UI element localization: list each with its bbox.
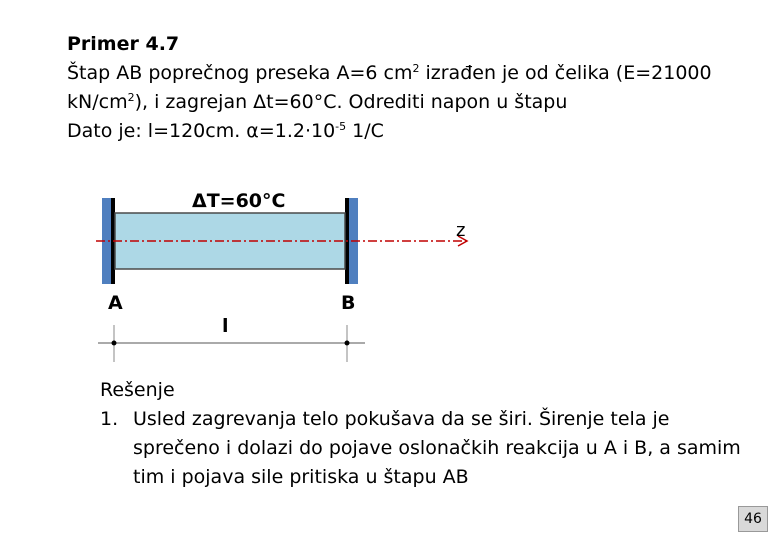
solution bbox=[100, 376, 780, 492]
step-line: tim i pojava sile pritiska u štapu AB bbox=[133, 466, 469, 488]
problem-title: Primer 4.7 bbox=[67, 33, 180, 55]
problem-line-3: Dato je: l=120cm. $\alpha=1.2\cdot 10^{-5}$ 1/C bbox=[67, 120, 384, 142]
step-line: Usled zagrevanja telo pokušava da se širi. Širenje tela je bbox=[133, 408, 670, 430]
problem-line-1: Štap AB poprečnog preseka A=6 $cm^2$ izrađen je od čelika (E=21000 bbox=[67, 62, 712, 84]
page-number: 46 bbox=[738, 506, 768, 532]
z-axis-label: z bbox=[456, 220, 466, 241]
problem-line-2: $kN/cm^2$), i zagrejan Δt=60°C. Odrediti napon u štapu bbox=[67, 91, 568, 113]
solution-heading: Rešenje bbox=[100, 379, 175, 401]
temperature-label: ΔT=60°C bbox=[192, 190, 286, 212]
dimension-point-b bbox=[345, 341, 350, 346]
solution-step bbox=[100, 405, 780, 492]
support-a-label: A bbox=[108, 292, 123, 314]
step-line: sprečeno i dolazi do pojave oslonačkih reakcija u A i B, a samim bbox=[133, 437, 741, 459]
step-text bbox=[133, 405, 773, 492]
step-number: 1. bbox=[100, 408, 119, 430]
length-label: l bbox=[222, 315, 229, 337]
dimension-point-a bbox=[112, 341, 117, 346]
support-b-label: B bbox=[341, 292, 356, 314]
